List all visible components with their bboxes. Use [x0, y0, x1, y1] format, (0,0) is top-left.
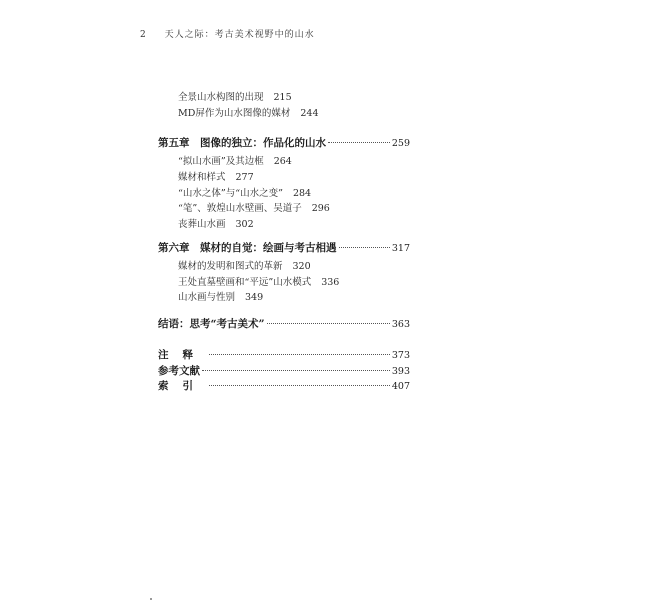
toc-entry-page: 336: [321, 277, 340, 288]
toc-entry-title: 媒材和样式: [178, 172, 226, 183]
toc-entry[interactable]: [178, 216, 254, 230]
scan-speck: [150, 598, 152, 600]
chapter-title: 结语：思考“考古美术”: [158, 318, 265, 330]
toc-entry-title: “笔”、敦煌山水壁画、吴道子: [178, 203, 302, 214]
toc-entry[interactable]: [178, 153, 292, 167]
toc-entry[interactable]: [178, 169, 254, 183]
toc-entry-title: MD屏作为山水图像的媒材: [178, 108, 291, 119]
toc-chapter-6[interactable]: [158, 240, 410, 255]
toc-notes[interactable]: [158, 347, 410, 362]
toc-index[interactable]: [158, 378, 410, 393]
toc-entry-page: 296: [311, 203, 330, 214]
chapter-page: 317: [391, 243, 410, 254]
toc-entry-title: 山水画与性别: [178, 292, 236, 303]
toc-entry-title: 媒材的发明和图式的革新: [178, 261, 283, 272]
toc-entry-page: 284: [292, 188, 312, 199]
toc-entry[interactable]: [178, 274, 339, 288]
toc-entry-page: 264: [273, 156, 292, 167]
chapter-page: 373: [391, 350, 410, 361]
chapter-title: 第五章 图像的独立：作品化的山水: [158, 137, 326, 149]
toc-entry-page: 244: [300, 108, 319, 119]
toc-entry[interactable]: [178, 200, 330, 214]
leader-dots: [267, 323, 390, 324]
chapter-title: 参考文献: [158, 365, 200, 377]
toc-entry-page: 215: [273, 92, 292, 103]
toc-entry-title: 王处直墓壁画和“平远”山水模式: [178, 277, 312, 288]
toc-entry-title: 全景山水构图的出现: [178, 92, 264, 103]
leader-dots: [339, 247, 390, 248]
page-number: 2: [140, 30, 147, 40]
toc-entry[interactable]: [178, 258, 311, 272]
leader-dots: [202, 370, 390, 371]
chapter-title: 第六章 媒材的自觉：绘画与考古相遇: [158, 242, 337, 254]
toc-entry[interactable]: [178, 289, 263, 303]
toc-conclusion[interactable]: [158, 316, 410, 331]
chapter-page: 363: [391, 319, 410, 330]
toc-entry-page: 320: [292, 261, 311, 272]
chapter-page: 393: [391, 366, 410, 377]
chapter-page: 259: [391, 138, 410, 149]
toc-entry[interactable]: [178, 105, 319, 119]
book-title: 天人之际：考古美术视野中的山水: [164, 30, 315, 40]
toc-bibliography[interactable]: [158, 363, 410, 378]
toc-entry[interactable]: [178, 89, 292, 103]
leader-dots: [209, 385, 390, 386]
toc-entry-title: 丧葬山水画: [178, 219, 226, 230]
chapter-title: 注释: [158, 349, 207, 361]
toc-entry-page: 349: [245, 292, 264, 303]
toc-chapter-5[interactable]: [158, 135, 410, 150]
toc-entry-page: 277: [235, 172, 254, 183]
toc-entry-title: “山水之体”与“山水之变”: [178, 188, 283, 199]
chapter-title: 索引: [158, 380, 207, 392]
chapter-page: 407: [391, 381, 410, 392]
leader-dots: [209, 354, 390, 355]
toc-entry-title: “拟山水画”及其边框: [178, 156, 264, 167]
leader-dots: [328, 142, 390, 143]
toc-entry[interactable]: [178, 185, 311, 199]
toc-entry-page: 302: [235, 219, 254, 230]
